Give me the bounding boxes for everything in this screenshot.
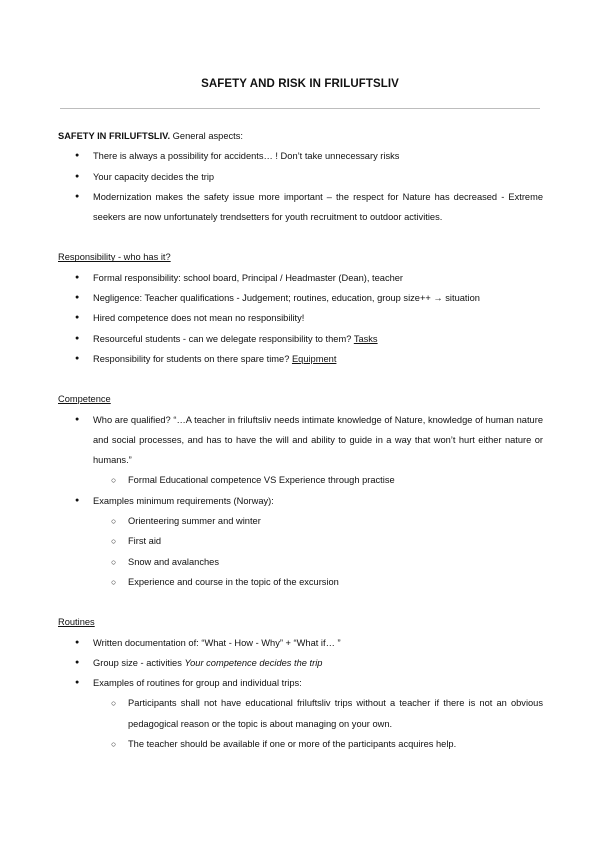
sub-list-item: ○ The teacher should be available if one or more of the participants acquires help. — [58, 734, 543, 754]
list-item: ● Formal responsibility: school board, Principal / Headmaster (Dean), teacher — [58, 268, 543, 288]
spacer — [58, 227, 543, 247]
sub-list — [58, 693, 543, 754]
document-title: SAFETY AND RISK IN FRILUFTSLIV — [201, 78, 399, 90]
intro-bold: SAFETY IN FRILUFTSLIV. — [58, 131, 171, 141]
spacer — [58, 592, 543, 612]
sub-list-item: ○ Formal Educational competence VS Experience through practise — [58, 470, 543, 490]
competence-list — [58, 410, 543, 593]
list-item-text: ● Examples of routines for group and individual trips: — [93, 678, 302, 689]
equipment-link[interactable]: Equipment — [291, 353, 337, 364]
spacer — [58, 369, 543, 389]
sub-list-item: ○ Snow and avalanches — [58, 552, 543, 572]
list-item: ● Your capacity decides the trip — [58, 167, 543, 187]
general-aspects-list — [58, 146, 543, 227]
list-item — [58, 410, 543, 491]
routines-list — [58, 633, 543, 755]
list-item: ● Modernization makes the safety issue more important – the respect for Nature has decreased - Extreme seekers are now unfortunately trendsetters for youth recruitment to outdoor activities. — [58, 187, 543, 228]
list-item — [58, 491, 543, 592]
intro-rest: General aspects: — [170, 131, 243, 141]
sub-list-item: ○ Orienteering summer and winter — [58, 511, 543, 531]
sub-list-item: ○ Participants shall not have educational friluftsliv trips without a teacher if there is not an obvious pedagogical reason or the topic is about managing on your own. — [58, 693, 543, 734]
sub-list-item: ○ Experience and course in the topic of the excursion — [58, 572, 543, 592]
responsibility-heading: Responsibility - who has it? — [58, 252, 171, 263]
list-item: ● There is always a possibility for accidents… ! Don’t take unnecessary risks — [58, 146, 543, 166]
list-item — [58, 329, 543, 349]
title-divider — [60, 108, 540, 109]
tasks-link[interactable]: Tasks — [353, 333, 378, 344]
list-item: ● Hired competence does not mean no responsibility! — [58, 308, 543, 328]
routines-heading: Routines — [58, 617, 95, 628]
document-body — [58, 126, 543, 754]
list-item-text: Responsibility for students on there spare time? — [93, 353, 292, 364]
sub-list-item: ○ First aid — [58, 531, 543, 551]
list-item-text: Resourceful students - can we delegate responsibility to them? — [93, 333, 354, 344]
list-item-text: ● Examples minimum requirements (Norway): — [93, 495, 274, 506]
sub-list — [58, 470, 543, 490]
list-item-text: Group size - activities — [93, 657, 185, 668]
sub-list — [58, 511, 543, 592]
list-item: ● Negligence: Teacher qualifications - Judgement; routines, education, group size++ → situation — [58, 288, 543, 308]
list-item — [58, 673, 543, 754]
list-item — [58, 653, 543, 673]
competence-heading: Competence — [58, 394, 111, 405]
list-item-italic: Your competence decides the trip — [184, 657, 323, 668]
list-item-text: ● Who are qualified? “…A teacher in friluftsliv needs intimate knowledge of Nature, knowledge of human nature and social processes, and has to have the will and ability to guide in a way that won’t hurt either nature or humans.” — [93, 414, 543, 466]
list-item: ● Written documentation of: “What - How - Why” + “What if… ” — [58, 633, 543, 653]
responsibility-list — [58, 268, 543, 369]
intro-line — [58, 126, 543, 146]
list-item — [58, 349, 543, 369]
